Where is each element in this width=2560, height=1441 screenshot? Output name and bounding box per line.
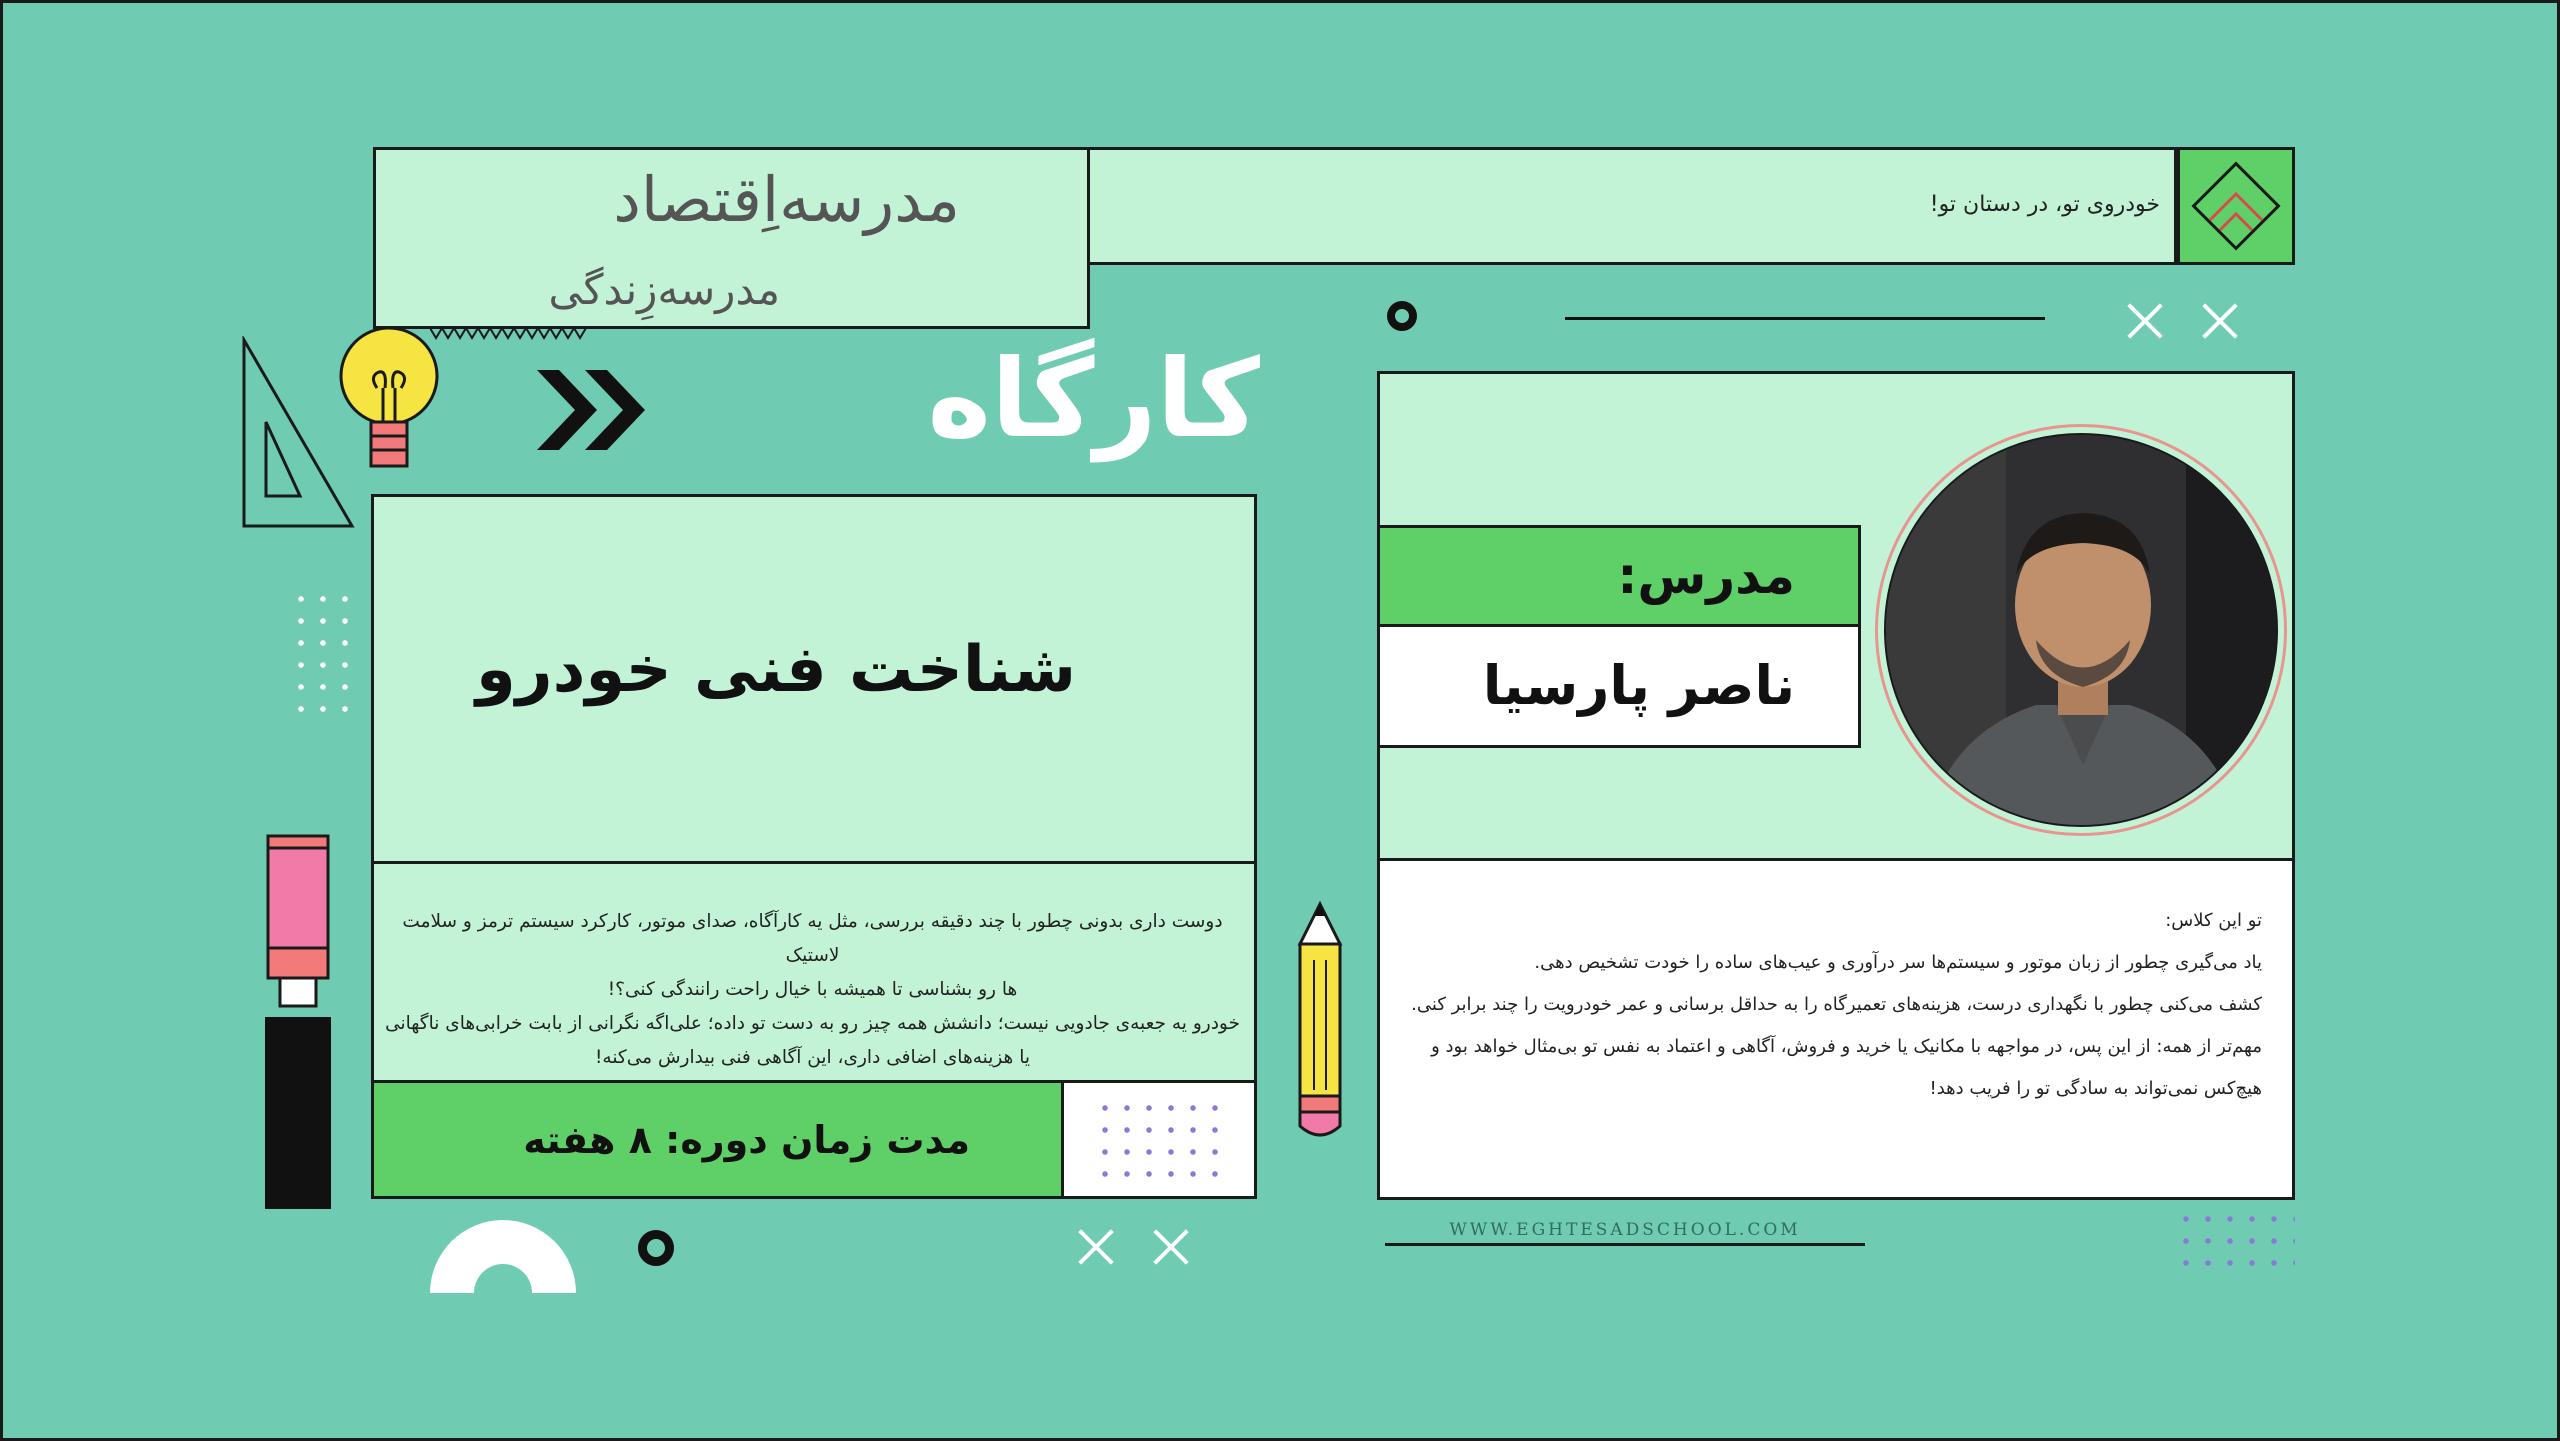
black-bar-decoration	[265, 1017, 331, 1209]
description-line: یا هزینه‌های اضافی داری، این آگاهی فنی بیدارش می‌کنه!	[595, 1047, 1030, 1068]
double-chevron-icon	[537, 370, 657, 450]
class-description	[1400, 900, 2262, 1112]
divider-line	[1565, 317, 2045, 320]
small-ring-decoration	[1387, 301, 1417, 331]
website-underline	[1385, 1243, 1865, 1246]
dot-grid-decoration	[1094, 1097, 1224, 1187]
description-line: خودرو یه جعبه‌ی جادویی نیست؛ دانشش همه چیز رو به دست تو داده؛ علی‌اگه نگرانی از بابت خرابی‌های ناگهانی	[385, 1013, 1240, 1034]
course-duration: مدت زمان دوره: ۸ هفته	[523, 1118, 970, 1162]
instructor-photo	[1884, 433, 2278, 827]
pencil-icon	[1290, 900, 1350, 1144]
school-logo-badge	[2177, 147, 2295, 265]
class-line: یاد می‌گیری چطور از زبان موتور و سیستم‌ها سر درآوری و عیب‌های ساده را خودت تشخیص دهی.	[1534, 952, 2262, 973]
school-logo-icon	[2180, 150, 2292, 262]
course-description	[385, 905, 1240, 1068]
dot-grid-decoration	[290, 588, 350, 726]
dot-grid-decoration	[2175, 1208, 2295, 1278]
instructor-portrait-icon	[1886, 435, 2278, 827]
website-url: WWW.EGHTESADSCHOOL.COM	[1449, 1220, 1801, 1240]
zigzag-decoration	[430, 326, 590, 340]
description-line: دوست داری بدونی چطور با چند دقیقه بررسی، مثل یه کارآگاه، صدای موتور، کارکرد سیستم ترمز و سلامت لاستیک	[402, 911, 1223, 966]
class-line: تو این کلاس:	[2165, 910, 2262, 931]
instructor-label: مدرس:	[1617, 547, 1795, 605]
duration-side-box	[1061, 1080, 1257, 1199]
description-line: ها رو بشناسی تا همیشه با خیال راحت رانندگی کنی؟!	[607, 979, 1018, 1000]
logo-sub-text: مدرسه‌زِندگی	[548, 265, 780, 314]
tagline-text: خودروی تو، در دستان تو!	[1929, 192, 2160, 217]
x-decoration	[1073, 1224, 1119, 1270]
lightbulb-icon	[333, 326, 445, 478]
class-line: مهم‌تر از همه: از این پس، در مواجهه با مکانیک یا خرید و فروش، آگاهی و اعتماد به نفس تو بی‌مثال خواهد بود و	[1431, 1036, 2262, 1057]
class-line: هیچ‌کس نمی‌تواند به سادگی تو را فریب دهد!	[1929, 1078, 2262, 1099]
half-ring-decoration	[428, 1217, 578, 1293]
course-title: شناخت فنی خودرو	[475, 633, 1076, 707]
marker-icon	[262, 832, 334, 1012]
small-ring-decoration	[638, 1230, 674, 1266]
class-line: کشف می‌کنی چطور با نگهداری درست، هزینه‌های تعمیرگاه را به حداقل برسانی و عمر خودرویت را چند برابر کنی.	[1411, 994, 2262, 1015]
instructor-name: ناصر پارسیا	[1482, 654, 1795, 717]
workshop-label: کارگاه	[927, 337, 1260, 462]
x-decoration	[1148, 1224, 1194, 1270]
x-decoration	[2122, 298, 2168, 344]
x-decoration	[2197, 298, 2243, 344]
logo-main-text: مدرسه‌اِقتصاد	[613, 163, 960, 236]
